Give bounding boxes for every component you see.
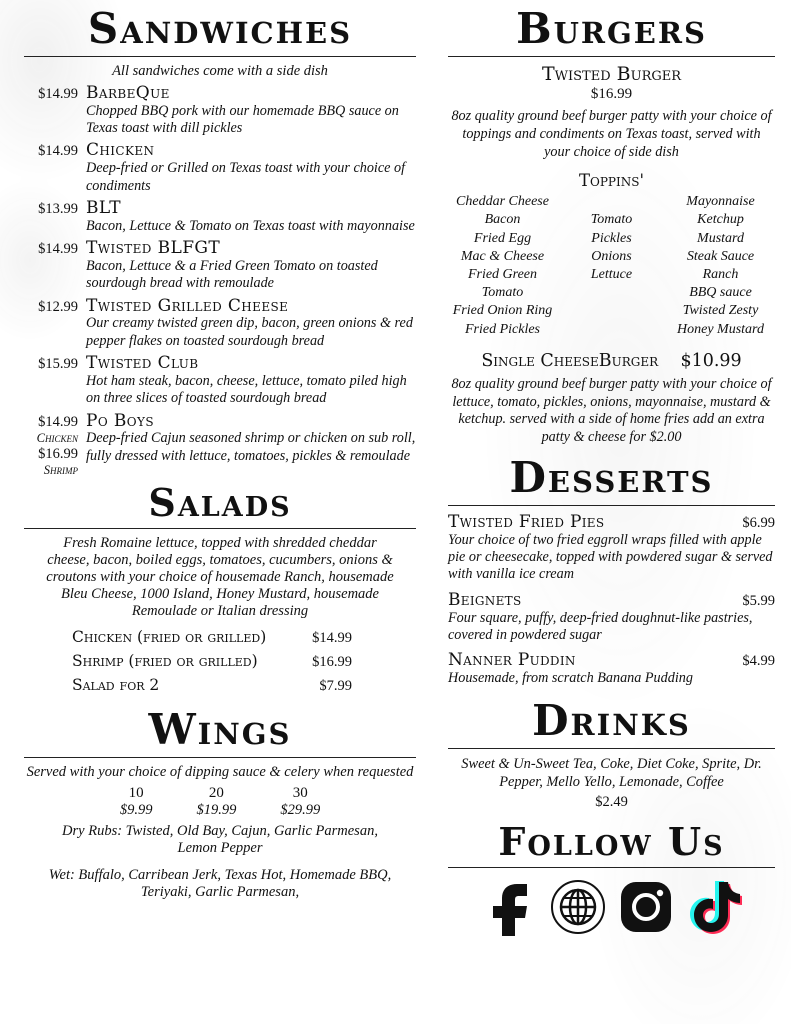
- menu-item: [24, 295, 416, 350]
- wings-wet-sauces: Wet: Buffalo, Carribean Jerk, Texas Hot, Homemade BBQ, Teriyaki, Garlic Parmesan,: [48, 866, 392, 900]
- item-name: Twisted BLFGT: [86, 238, 221, 259]
- toppin: Onions: [591, 248, 632, 264]
- salad-name: Shrimp (fried or grilled): [72, 651, 258, 670]
- toppin: Mustard: [697, 230, 744, 246]
- divider: [24, 56, 416, 57]
- item-price: $14.99: [38, 241, 78, 258]
- item-price-primary: $14.99: [38, 413, 78, 430]
- item-price: $14.99: [38, 86, 78, 102]
- salads-description: Fresh Romaine lettuce, topped with shredded cheddar cheese, bacon, boiled eggs, tomatoes, cucumbers, onions & croutons with your choice of housemade Ranch, housemade Bleu Cheese, 1000 Island, Honey Mustard, housemade Remoulade or Italian dressing: [46, 534, 394, 619]
- list-item: [72, 676, 352, 695]
- item-price: $4.99: [742, 653, 775, 670]
- single-cheeseburger-description: 8oz quality ground beef burger patty with your choice of lettuce, tomato, pickles, onions, mayonnaise, mustard & ketchup. served with a side of home fries add an extra patty & cheese for $2.00: [451, 375, 772, 445]
- single-cheeseburger-row: [448, 351, 775, 371]
- item-description: Our creamy twisted green dip, bacon, green onions & red pepper flakes on toasted sourdough bread: [86, 315, 413, 349]
- burger-featured-description: 8oz quality ground beef burger patty with your choice of toppings and condiments on Texas toast, served with your choice of side dish: [451, 108, 772, 160]
- wings-count: [196, 785, 236, 819]
- item-price-secondary: $16.99: [38, 445, 78, 462]
- divider: [448, 56, 775, 57]
- toppins-list: [448, 193, 775, 339]
- section-title-salads: Salads: [148, 479, 292, 525]
- facebook-icon[interactable]: [481, 878, 539, 936]
- item-name: Beignets: [448, 589, 522, 610]
- burger-featured-price: $16.99: [590, 86, 633, 102]
- menu-item: [24, 142, 416, 194]
- item-price: $15.99: [38, 356, 78, 373]
- salad-name: Salad for 2: [72, 675, 160, 694]
- toppin: Twisted Zesty: [682, 303, 759, 319]
- section-title-drinks: Drinks: [532, 695, 691, 745]
- toppin: Ranch: [702, 267, 739, 282]
- wings-price: $9.99: [119, 801, 153, 818]
- item-name: Chicken: [86, 140, 155, 161]
- item-name: Twisted Club: [86, 353, 199, 374]
- item-description: Your choice of two fried eggroll wraps filled with apple pie or cheesecake, topped with powdered sugar & served with vanilla ice cream: [448, 531, 773, 583]
- drinks-price: $2.49: [595, 793, 628, 810]
- item-price: [24, 413, 78, 478]
- toppin: Ketchup: [697, 212, 744, 228]
- toppin: Pickles: [591, 230, 632, 246]
- sandwiches-subtitle: All sandwiches come with a side dish: [112, 63, 328, 79]
- toppin: Fried Egg: [473, 230, 532, 246]
- item-description: Deep-fried Cajun seasoned shrimp or chicken on sub roll, fully dressed with lettuce, tomatoes, pickles & remoulade: [86, 430, 416, 464]
- item-description: Hot ham steak, bacon, cheese, lettuce, tomato piled high on three slices of toasted sourdough bread: [86, 372, 407, 407]
- toppins-column: [557, 193, 666, 339]
- toppin: Tomato: [590, 212, 633, 228]
- wings-count: [280, 785, 320, 819]
- wings-count: [120, 785, 153, 819]
- globe-icon[interactable]: [549, 878, 607, 936]
- wings-price-table: [24, 785, 416, 819]
- item-name: BLT: [86, 197, 121, 218]
- tiktok-icon[interactable]: [685, 878, 743, 936]
- list-item: [72, 652, 352, 671]
- section-title-follow-us: Follow Us: [498, 818, 725, 864]
- salads-price-list: [72, 628, 416, 695]
- divider: [448, 748, 775, 749]
- section-title-sandwiches: Sandwiches: [87, 4, 353, 53]
- single-cheeseburger-name: Single CheeseBurger: [481, 350, 659, 371]
- burger-featured-name: Twisted Burger: [541, 63, 682, 85]
- wings-price: $29.99: [280, 801, 321, 818]
- item-description: Bacon, Lettuce & a Fried Green Tomato on toasted sourdough bread with remoulade: [86, 257, 378, 292]
- item-price: $12.99: [38, 298, 78, 315]
- instagram-icon[interactable]: [617, 878, 675, 936]
- item-price-primary-label: Chicken: [36, 430, 78, 445]
- wings-qty: 20: [208, 784, 224, 801]
- toppin: Fried Green Tomato: [467, 267, 538, 301]
- salad-price: $14.99: [312, 629, 352, 646]
- divider: [448, 505, 775, 506]
- toppin: BBQ sauce: [689, 285, 752, 301]
- toppins-column: [448, 193, 557, 339]
- toppin: Lettuce: [590, 267, 633, 282]
- menu-item: [24, 410, 416, 478]
- toppin: Mac & Cheese: [460, 248, 545, 264]
- wings-price: $19.99: [196, 801, 237, 818]
- item-name: Po Boys: [86, 410, 154, 431]
- single-cheeseburger-price: $10.99: [680, 350, 742, 371]
- toppin: Cheddar Cheese: [456, 194, 549, 210]
- salad-price: $16.99: [312, 653, 352, 670]
- toppin: [557, 193, 666, 211]
- menu-item: [24, 240, 416, 292]
- item-price: $6.99: [742, 514, 775, 531]
- toppins-title: Toppins': [579, 171, 644, 191]
- divider: [24, 757, 416, 758]
- menu-item: [24, 85, 416, 137]
- wings-subtitle: Served with your choice of dipping sauce & celery when requested: [26, 763, 414, 780]
- left-column: [0, 0, 430, 904]
- item-price: $14.99: [38, 143, 78, 160]
- toppin: Fried Pickles: [464, 321, 541, 337]
- item-name: Twisted Grilled Cheese: [86, 295, 289, 316]
- salad-price: $7.99: [319, 677, 352, 694]
- menu-item: [448, 512, 775, 584]
- toppin: Fried Onion Ring: [452, 303, 553, 319]
- section-title-desserts: Desserts: [509, 452, 714, 502]
- section-title-wings: Wings: [148, 704, 292, 754]
- item-description: Deep-fried or Grilled on Texas toast with your choice of condiments: [86, 160, 406, 194]
- item-name: Nanner Puddin: [448, 650, 576, 671]
- item-description: Bacon, Lettuce & Tomato on Texas toast with mayonnaise: [86, 217, 415, 234]
- wings-qty: 30: [292, 784, 308, 801]
- divider: [448, 867, 775, 868]
- item-description: Housemade, from scratch Banana Pudding: [448, 670, 693, 687]
- divider: [24, 528, 416, 529]
- toppin: Steak Sauce: [686, 248, 755, 264]
- toppin: Mayonnaise: [686, 194, 755, 210]
- list-item: [72, 628, 352, 647]
- item-description: Four square, puffy, deep-fried doughnut-like pastries, covered in powdered sugar: [448, 609, 753, 643]
- right-column: [440, 0, 791, 936]
- drinks-description: Sweet & Un-Sweet Tea, Coke, Diet Coke, Sprite, Dr. Pepper, Mello Yello, Lemonade, Coffee: [461, 755, 762, 791]
- menu-item: [24, 355, 416, 407]
- salad-name: Chicken (fried or grilled): [72, 627, 267, 646]
- section-title-burgers: Burgers: [516, 4, 707, 53]
- item-price-secondary-label: Shrimp: [43, 462, 78, 477]
- menu-item: [448, 590, 775, 645]
- menu-item: [24, 197, 416, 235]
- menu-item: [448, 650, 775, 687]
- item-name: BarbeQue: [86, 83, 170, 103]
- social-links: [448, 878, 775, 936]
- item-price: $5.99: [742, 592, 775, 609]
- toppin: Honey Mustard: [677, 321, 764, 337]
- item-description: Chopped BBQ pork with our homemade BBQ sauce on Texas toast with dill pickles: [86, 102, 399, 137]
- item-name: Twisted Fried Pies: [448, 511, 605, 532]
- wings-dry-rubs: Dry Rubs: Twisted, Old Bay, Cajun, Garlic Parmesan, Lemon Pepper: [62, 822, 378, 856]
- toppins-column: [666, 193, 775, 339]
- item-price: $13.99: [38, 200, 78, 217]
- wings-qty: 10: [128, 784, 144, 801]
- toppin: Bacon: [484, 212, 521, 228]
